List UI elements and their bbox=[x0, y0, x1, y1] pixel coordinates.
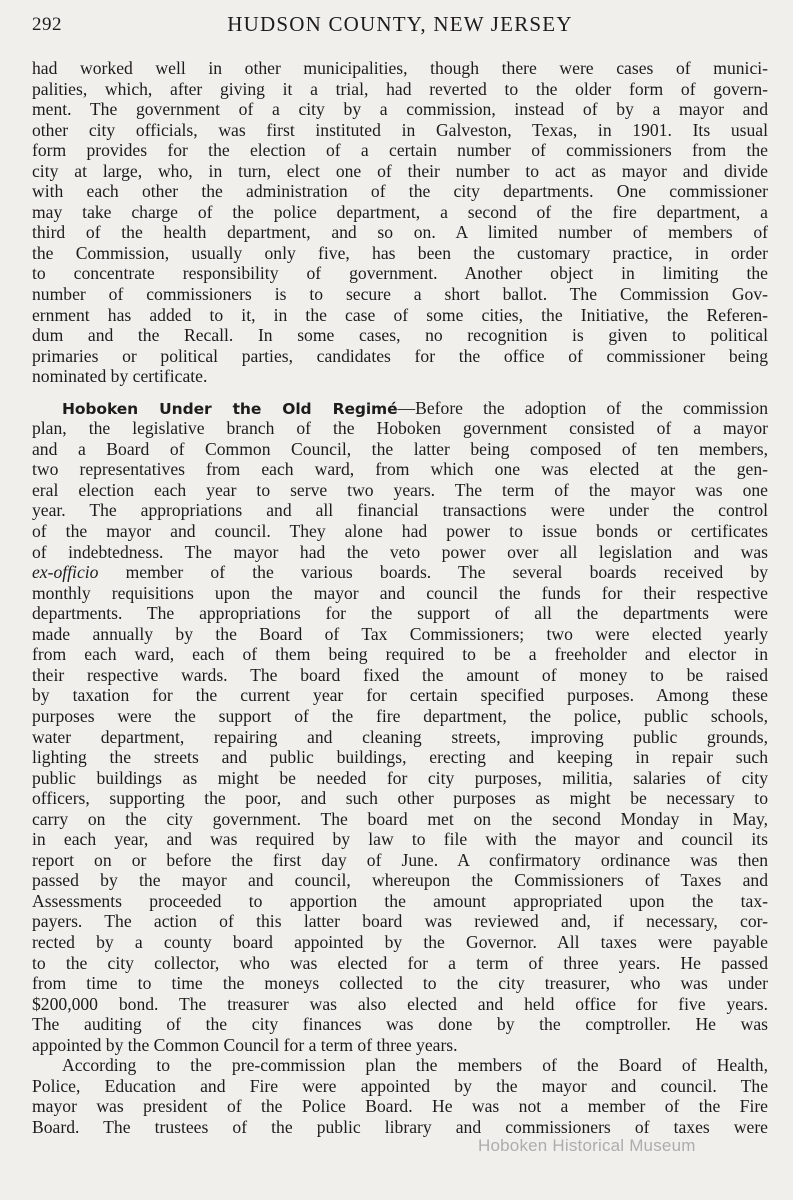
text-line: public buildings as might be needed for city purposes, militia, salaries of city bbox=[32, 767, 768, 788]
text-line: primaries or political parties, candidates for the office of commissioner being bbox=[32, 345, 768, 366]
text-line: rected by a county board appointed by the Governor. All taxes were payable bbox=[32, 931, 768, 952]
text-line: from each ward, each of them being required to be a freeholder and elector in bbox=[32, 644, 768, 665]
text-line: According to the pre-commission plan the members of the Board of Health, bbox=[62, 1055, 768, 1076]
body-text bbox=[32, 58, 768, 1137]
text-line: report on or before the first day of June. A confirmatory ordinance was then bbox=[32, 849, 768, 870]
text-line: Board. The trustees of the public library and commissioners of taxes were bbox=[32, 1116, 768, 1137]
text-line: third of the health department, and so on. A limited number of members of bbox=[32, 222, 768, 243]
paragraph-hoboken-old-regime bbox=[32, 398, 768, 1056]
text-line: $200,000 bond. The treasurer was also elected and held office for five years. bbox=[32, 993, 768, 1014]
text-line: payers. The action of this latter board was reviewed and, if necessary, cor- bbox=[32, 911, 768, 932]
paragraph-pre-commission-boards bbox=[32, 1055, 768, 1137]
text-line: form provides for the election of a certain number of commissioners from the bbox=[32, 140, 768, 161]
running-title: HUDSON COUNTY, NEW JERSEY bbox=[227, 12, 573, 36]
text-line: plan, the legislative branch of the Hoboken government consisted of a mayor bbox=[32, 418, 768, 439]
text-line-with-heading bbox=[32, 398, 768, 419]
text-line: mayor was president of the Police Board. He was not a member of the Fire bbox=[32, 1096, 768, 1117]
text-line: dum and the Recall. In some cases, no recognition is given to political bbox=[32, 325, 768, 346]
text-line: two representatives from each ward, from which one was elected at the gen- bbox=[32, 459, 768, 480]
text-line: passed by the mayor and council, whereupon the Commissioners of Taxes and bbox=[32, 870, 768, 891]
text-line: ment. The government of a city by a commission, instead of by a mayor and bbox=[32, 99, 768, 120]
text-line: officers, supporting the poor, and such other purposes as might be necessary to bbox=[32, 788, 768, 809]
text-line: to the city collector, who was elected for a term of three years. He passed bbox=[32, 952, 768, 973]
text-line: in each year, and was required by law to file with the mayor and council its bbox=[32, 829, 768, 850]
text-line: to concentrate responsibility of government. Another object in limiting the bbox=[32, 263, 768, 284]
first-line-text: Before the adoption of the commission bbox=[415, 397, 768, 418]
text-line: carry on the city government. The board met on the second Monday in May, bbox=[32, 808, 768, 829]
text-line: ernment has added to it, in the case of some cities, the Initiative, the Referen- bbox=[32, 304, 768, 325]
text-line: of indebtedness. The mayor had the veto power over all legislation and was bbox=[32, 541, 768, 562]
text-line: other city officials, was first instituted in Galveston, Texas, in 1901. Its usual bbox=[32, 119, 768, 140]
paragraph-commission-government bbox=[32, 58, 768, 387]
em-dash: — bbox=[397, 397, 416, 418]
text-line: Police, Education and Fire were appointed by the mayor and council. The bbox=[32, 1075, 768, 1096]
text-line: monthly requisitions upon the mayor and council the funds for their respective bbox=[32, 582, 768, 603]
text-line: departments. The appropriations for the support of all the departments were bbox=[32, 603, 768, 624]
text-line: nominated by certificate. bbox=[32, 366, 208, 387]
text-line: appointed by the Common Council for a term of three years. bbox=[32, 1034, 458, 1055]
text-line: had worked well in other municipalities, though there were cases of munici- bbox=[32, 58, 768, 78]
text-line: water department, repairing and cleaning streets, improving public grounds, bbox=[32, 726, 768, 747]
line-rest: member of the various boards. The several boards received by bbox=[98, 562, 768, 583]
text-line: eral election each year to serve two years. The term of the mayor was one bbox=[32, 479, 768, 500]
text-line: Assessments proceeded to apportion the amount appropriated upon the tax- bbox=[32, 890, 768, 911]
text-line: their respective wards. The board fixed the amount of money to be raised bbox=[32, 664, 768, 685]
paragraph-spacer bbox=[32, 387, 768, 398]
text-line: lighting the streets and public buildings, erecting and keeping in repair such bbox=[32, 747, 768, 768]
running-header bbox=[32, 12, 768, 40]
text-line: of the mayor and council. They alone had power to issue bonds or certificates bbox=[32, 521, 768, 542]
text-line: from time to time the moneys collected to the city treasurer, who was under bbox=[32, 973, 768, 994]
section-run-in-heading: Hoboken Under the Old Regimé bbox=[62, 399, 398, 418]
text-line-with-italic bbox=[32, 562, 768, 583]
watermark: Hoboken Historical Museum bbox=[478, 1136, 696, 1155]
text-line: the Commission, usually only five, has been the customary practice, in order bbox=[32, 242, 768, 263]
italic-term: ex-officio bbox=[32, 562, 99, 583]
text-line: and a Board of Common Council, the latter being composed of ten members, bbox=[32, 438, 768, 459]
text-line: by taxation for the current year for certain specified purposes. Among these bbox=[32, 685, 768, 706]
text-line: The auditing of the city finances was done by the comptroller. He was bbox=[32, 1014, 768, 1035]
text-line: purposes were the support of the fire department, the police, public schools, bbox=[32, 705, 768, 726]
text-line: palities, which, after giving it a trial, had reverted to the older form of govern- bbox=[32, 78, 768, 99]
text-line: may take charge of the police department, a second of the fire department, a bbox=[32, 201, 768, 222]
text-line: year. The appropriations and all financial transactions were under the control bbox=[32, 500, 768, 521]
text-line: made annually by the Board of Tax Commissioners; two were elected yearly bbox=[32, 623, 768, 644]
text-line: number of commissioners is to secure a short ballot. The Commission Gov- bbox=[32, 284, 768, 305]
text-line: city at large, who, in turn, elect one of their number to act as mayor and divide bbox=[32, 160, 768, 181]
text-line: with each other the administration of the city departments. One commissioner bbox=[32, 181, 768, 202]
page-number: 292 bbox=[32, 14, 62, 35]
